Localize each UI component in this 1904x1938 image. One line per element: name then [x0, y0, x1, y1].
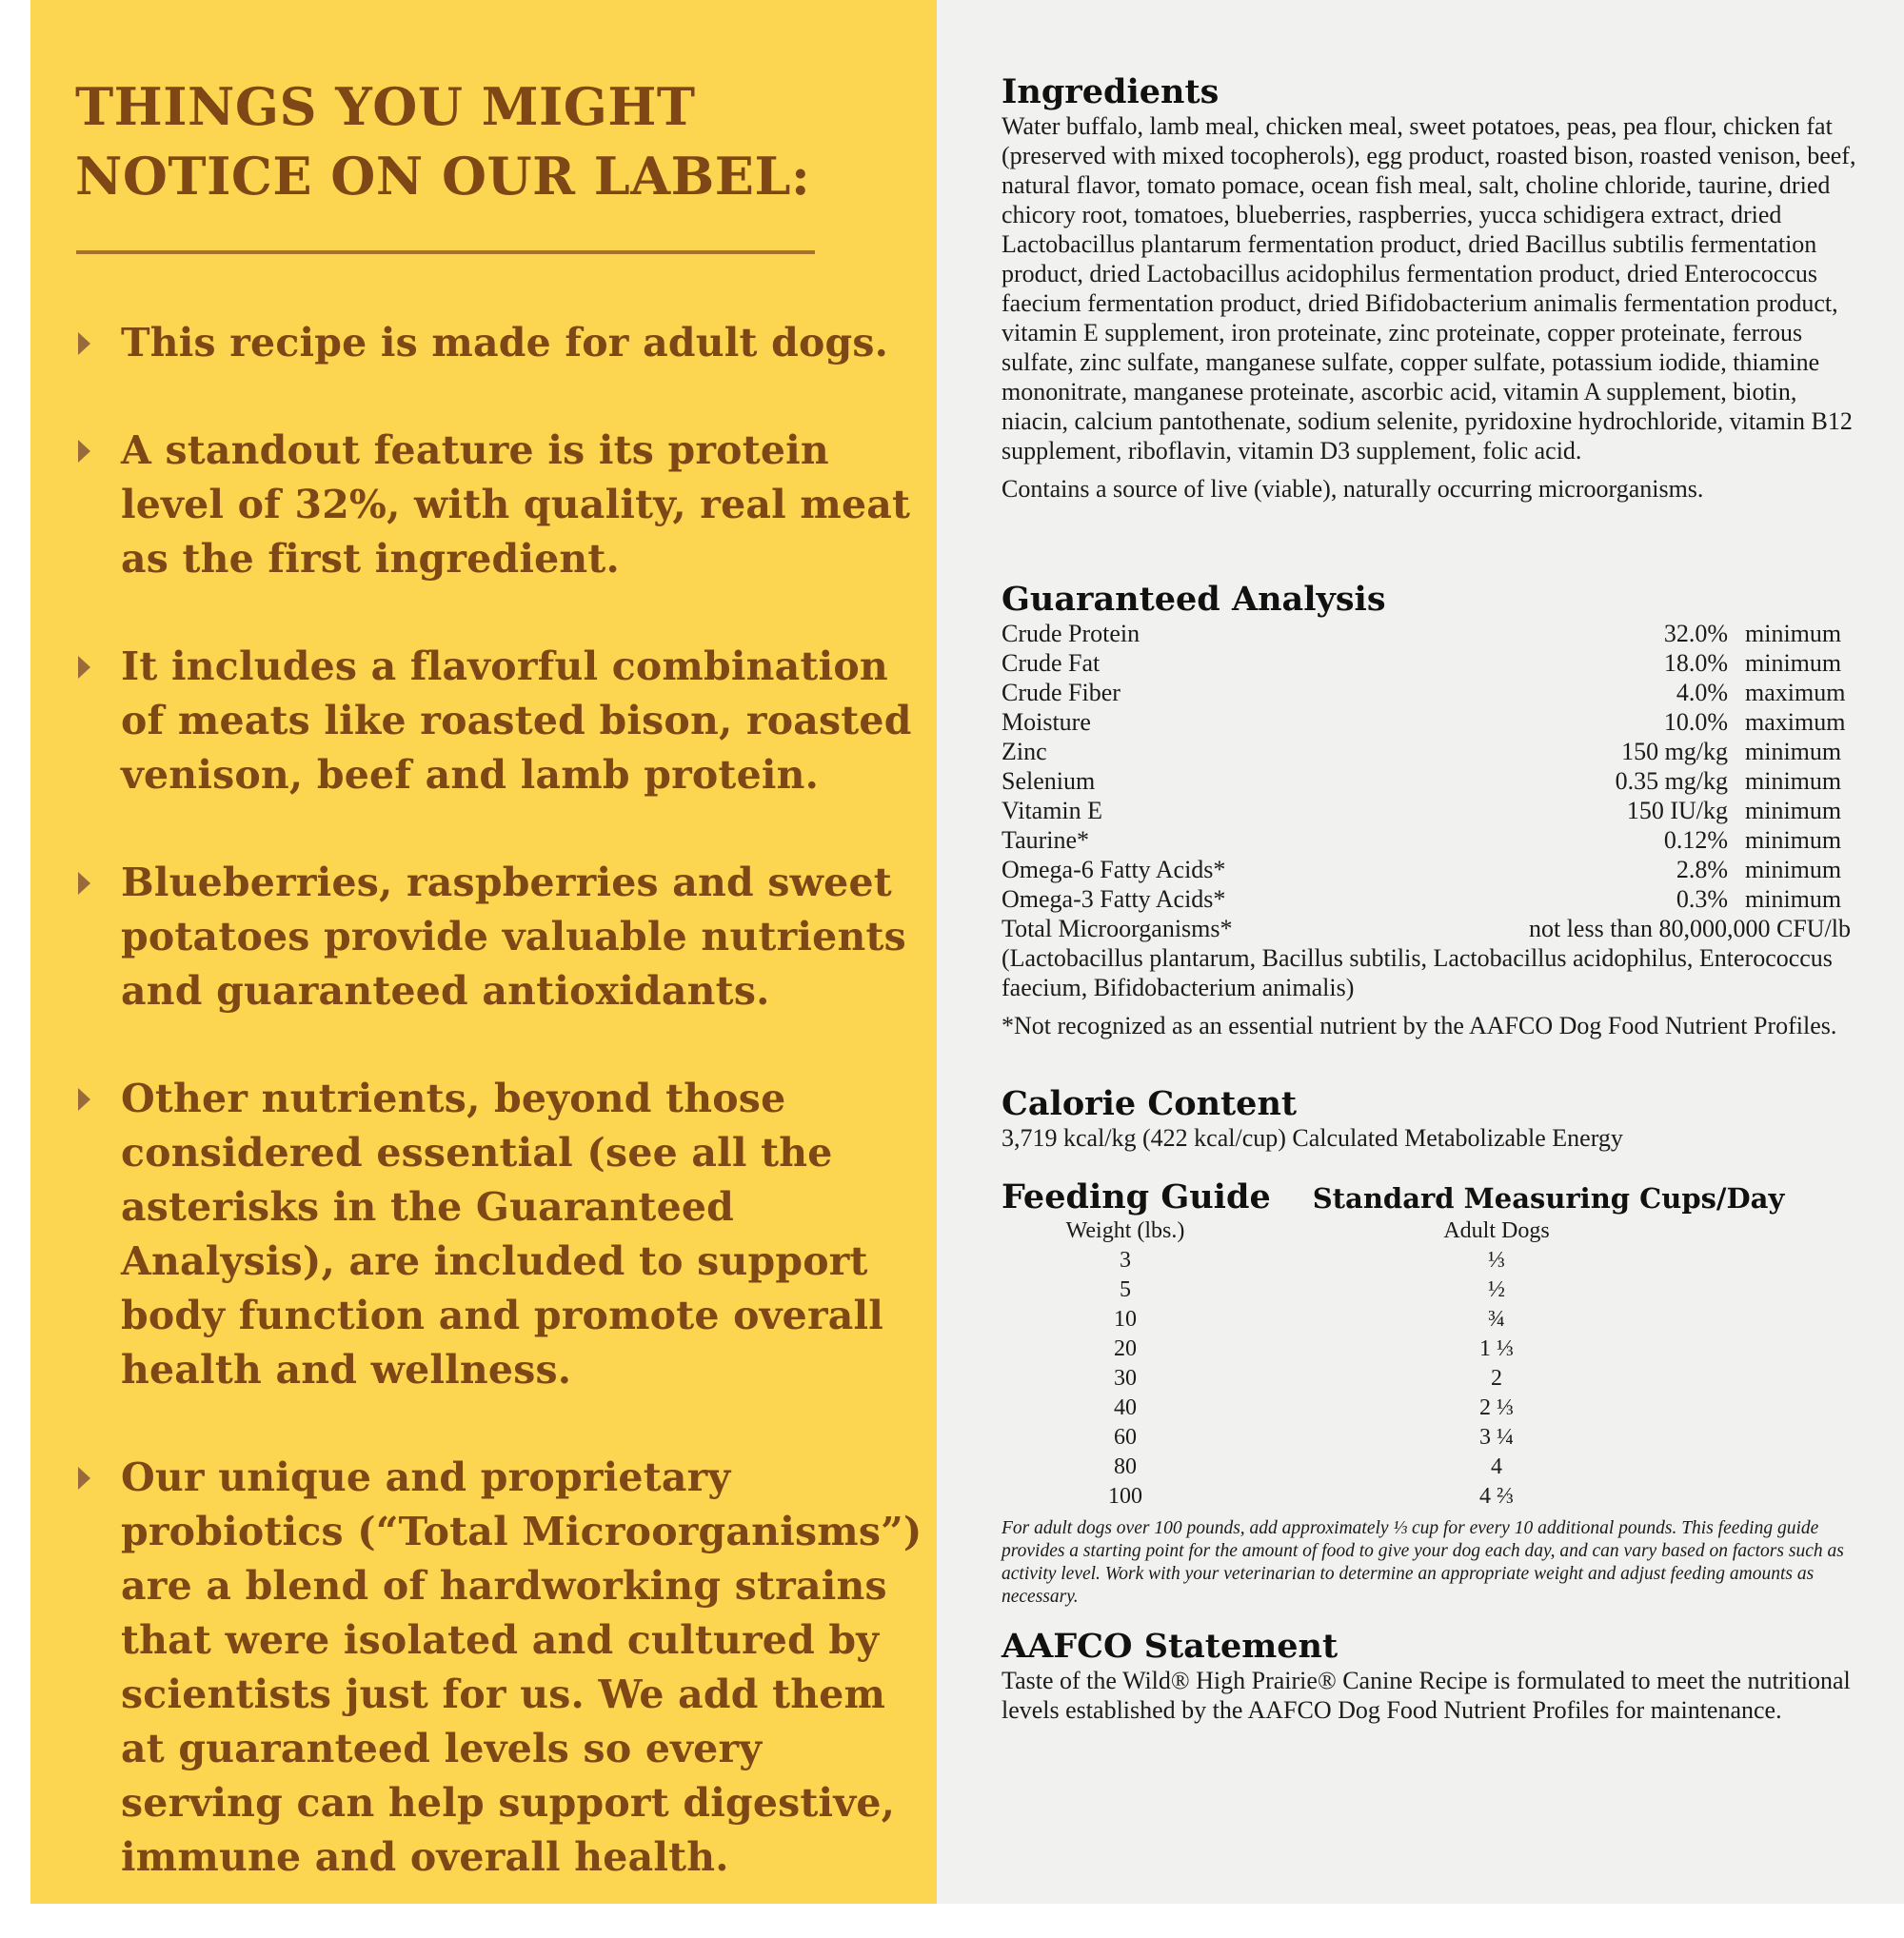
- nutrient-qualifier: minimum: [1745, 738, 1842, 765]
- feeding-row: [1002, 1423, 1744, 1453]
- nutrient-qualifier: minimum: [1745, 856, 1842, 883]
- feeding-weight: 20: [1114, 1336, 1137, 1361]
- feeding-weight: 100: [1108, 1484, 1142, 1509]
- nutrient-name: Omega-6 Fatty Acids*: [1002, 856, 1226, 883]
- feeding-cups: 1 ⅓: [1479, 1336, 1514, 1361]
- nutrient-value: 0.35 mg/kg: [1615, 767, 1729, 795]
- feeding-cups: ⅓: [1488, 1248, 1505, 1273]
- triangle-bullet-icon: [78, 1088, 90, 1111]
- left-panel: [30, 0, 937, 1904]
- calorie-content-section: [1002, 1085, 1858, 1153]
- analysis-title: Guaranteed Analysis: [1002, 580, 1386, 619]
- nutrient-name: Crude Fiber: [1002, 679, 1121, 706]
- analysis-row: [1002, 884, 1858, 914]
- nutrient-value: 4.0%: [1676, 679, 1729, 706]
- label-note: [76, 856, 933, 1018]
- nutrient-value: 32.0%: [1663, 620, 1729, 647]
- feeding-row: [1002, 1453, 1744, 1482]
- feeding-row: [1002, 1335, 1744, 1364]
- left-title-line2: NOTICE ON OUR LABEL:: [75, 146, 811, 207]
- feeding-weight: 60: [1114, 1425, 1137, 1450]
- aafco-statement-section: [1002, 1628, 1858, 1725]
- nutrient-qualifier: minimum: [1745, 649, 1842, 677]
- triangle-bullet-icon: [78, 1467, 90, 1490]
- analysis-row: [1002, 855, 1858, 884]
- nutrient-qualifier: minimum: [1745, 620, 1842, 647]
- analysis-row: [1002, 796, 1858, 825]
- ingredients-section: [1002, 73, 1858, 504]
- label-notes-list: [76, 316, 933, 1938]
- label-note-text: It includes a flavorful combination of meats like roasted bison, roasted venison, beef and lamb protein.: [121, 643, 912, 798]
- weight-column-header: Weight (lbs.): [1065, 1218, 1185, 1243]
- feeding-title: Feeding Guide: [1002, 1177, 1271, 1216]
- nutrient-value: 18.0%: [1663, 649, 1729, 677]
- analysis-row: [1002, 737, 1858, 766]
- ingredients-text: Water buffalo, lamb meal, chicken meal, sweet potatoes, peas, pea flour, chicken fat (preserved with mixed tocopherols), egg product, roasted bison, roasted venison, beef, natural flavor, tomato pomace, ocean fish meal, salt, choline chloride, taurine, dried chicory root, tomatoes, blueberries, raspberries, yucca schidigera extract, dried Lactobacillus plantarum fermentation product, dried Bacillus subtilis fermentation product, dried Lactobacillus acidophilus fermentation product, dried Enterococcus faecium fermentation product, dried Bifidobacterium animalis fermentation product, vitamin E supplement, iron proteinate, zinc proteinate, copper proteinate, ferrous sulfate, zinc sulfate, manganese sulfate, copper sulfate, potassium iodide, thiamine mononitrate, manganese proteinate, ascorbic acid, vitamin A supplement, biotin, niacin, calcium pantothenate, sodium selenite, pyridoxine hydrochloride, vitamin B12 supplement, riboflavin, vitamin D3 supplement, folic acid.: [1002, 112, 1856, 465]
- title-divider: [76, 250, 815, 254]
- nutrient-name: Taurine*: [1002, 826, 1090, 854]
- feeding-guide-section: [1002, 1178, 1858, 1609]
- feeding-cups: ¾: [1488, 1307, 1505, 1332]
- label-note-text: Other nutrients, beyond those considered essential (see all the asterisks in the Guaranteed Analysis), are included to support body function and promote overall health and wellness.: [121, 1076, 884, 1393]
- feeding-weight: 3: [1120, 1248, 1131, 1273]
- nutrient-value: 0.3%: [1676, 885, 1729, 913]
- microorganisms-name: Total Microorganisms*: [1002, 915, 1233, 942]
- left-title: [75, 72, 810, 211]
- calorie-text: 3,719 kcal/kg (422 kcal/cup) Calculated Metabolizable Energy: [1002, 1124, 1623, 1152]
- left-title-line1: THINGS YOU MIGHT: [75, 76, 696, 137]
- nutrient-value: 150 IU/kg: [1626, 797, 1729, 824]
- feeding-subtitle: Standard Measuring Cups/Day: [1312, 1182, 1785, 1215]
- nutrient-qualifier: minimum: [1745, 826, 1842, 854]
- calorie-title: Calorie Content: [1002, 1084, 1298, 1123]
- label-note-text: Blueberries, raspberries and sweet potatoes provide valuable nutrients and guaranteed antioxidants.: [121, 860, 906, 1014]
- nutrient-value: 10.0%: [1663, 708, 1729, 736]
- label-note-text: A standout feature is its protein level of 32%, with quality, real meat as the first ingredient.: [121, 427, 911, 582]
- aafco-title: AAFCO Statement: [1002, 1627, 1339, 1666]
- feeding-row: [1002, 1246, 1744, 1276]
- nutrient-qualifier: minimum: [1745, 767, 1842, 795]
- analysis-row: [1002, 707, 1858, 737]
- nutrient-name: Moisture: [1002, 708, 1091, 736]
- analysis-row: [1002, 766, 1858, 796]
- feeding-weight: 30: [1114, 1366, 1137, 1391]
- analysis-row: [1002, 678, 1858, 707]
- nutrient-name: Omega-3 Fatty Acids*: [1002, 885, 1226, 913]
- feeding-cups: 4: [1491, 1454, 1502, 1479]
- feeding-row: [1002, 1305, 1744, 1335]
- nutrient-name: Crude Fat: [1002, 649, 1101, 677]
- triangle-bullet-icon: [78, 332, 90, 355]
- label-note-text: This recipe is made for adult dogs.: [121, 320, 889, 366]
- label-note: [76, 424, 933, 586]
- guaranteed-analysis-section: [1002, 581, 1858, 1040]
- aafco-text: Taste of the Wild® High Prairie® Canine Recipe is formulated to meet the nutritional levels established by the AAFCO Dog Food Nutrient Profiles for maintenance.: [1002, 1667, 1851, 1724]
- analysis-row: [1002, 825, 1858, 855]
- triangle-bullet-icon: [78, 656, 90, 679]
- nutrient-name: Zinc: [1002, 738, 1047, 765]
- feeding-row: [1002, 1276, 1744, 1305]
- analysis-table: [1002, 619, 1858, 943]
- ingredients-title: Ingredients: [1002, 72, 1220, 111]
- feeding-cups: 3 ¼: [1479, 1425, 1514, 1450]
- feeding-cups: ½: [1488, 1277, 1505, 1302]
- nutrient-name: Crude Protein: [1002, 620, 1140, 647]
- analysis-row: [1002, 648, 1858, 678]
- feeding-row: [1002, 1394, 1744, 1423]
- nutrient-name: Selenium: [1002, 767, 1096, 795]
- nutrient-qualifier: maximum: [1745, 679, 1846, 706]
- analysis-row: [1002, 619, 1858, 648]
- label-note: [76, 316, 933, 370]
- feeding-weight: 40: [1114, 1395, 1137, 1420]
- nutrient-value: 0.12%: [1663, 826, 1729, 854]
- microorganisms-strains: (Lactobacillus plantarum, Bacillus subtilis, Lactobacillus acidophilus, Enterococcus faecium, Bifidobacterium animalis): [1002, 944, 1833, 1001]
- nutrient-qualifier: minimum: [1745, 885, 1842, 913]
- label-note-text: Our unique and proprietary probiotics (“Total Microorganisms”) are a blend of hardworking strains that were isolated and cultured by scientists just for us. We add them at guaranteed levels so every serving can help support digestive, immune and overall health.: [121, 1454, 922, 1880]
- feeding-table: [1002, 1216, 1744, 1512]
- feeding-cups: 2: [1491, 1366, 1502, 1391]
- feeding-header: [1002, 1178, 1858, 1216]
- nutrient-qualifier: maximum: [1745, 708, 1846, 736]
- feeding-note: For adult dogs over 100 pounds, add approximately ⅓ cup for every 10 additional pounds. This feeding guide provides a starting point for the amount of food to give your dog each day, and can vary based on factors such as activity level. Work with your veterinarian to determine an appropriate weight and adjust feeding amounts as necessary.: [1002, 1518, 1844, 1607]
- analysis-row-microorganisms: [1002, 914, 1858, 943]
- analysis-footnote: *Not recognized as an essential nutrient by the AAFCO Dog Food Nutrient Profiles.: [1002, 1012, 1837, 1039]
- cups-column-header: Adult Dogs: [1443, 1218, 1550, 1243]
- feeding-row: [1002, 1364, 1744, 1394]
- nutrient-value: 2.8%: [1676, 856, 1729, 883]
- microorganisms-value: not less than 80,000,000 CFU/lb: [1528, 915, 1851, 942]
- feeding-header-row: [1002, 1216, 1744, 1246]
- ingredients-note: Contains a source of live (viable), naturally occurring microorganisms.: [1002, 475, 1704, 503]
- triangle-bullet-icon: [78, 440, 90, 463]
- label-note: [76, 1451, 933, 1885]
- nutrient-name: Vitamin E: [1002, 797, 1103, 824]
- feeding-weight: 10: [1114, 1307, 1137, 1332]
- feeding-cups: 2 ⅓: [1479, 1395, 1514, 1420]
- label-note: [76, 1072, 933, 1397]
- feeding-weight: 80: [1114, 1454, 1137, 1479]
- feeding-row: [1002, 1482, 1744, 1512]
- label-note: [76, 640, 933, 802]
- feeding-cups: 4 ⅔: [1479, 1484, 1514, 1509]
- triangle-bullet-icon: [78, 872, 90, 895]
- feeding-weight: 5: [1120, 1277, 1131, 1302]
- nutrient-value: 150 mg/kg: [1621, 738, 1729, 765]
- nutrient-qualifier: minimum: [1745, 797, 1842, 824]
